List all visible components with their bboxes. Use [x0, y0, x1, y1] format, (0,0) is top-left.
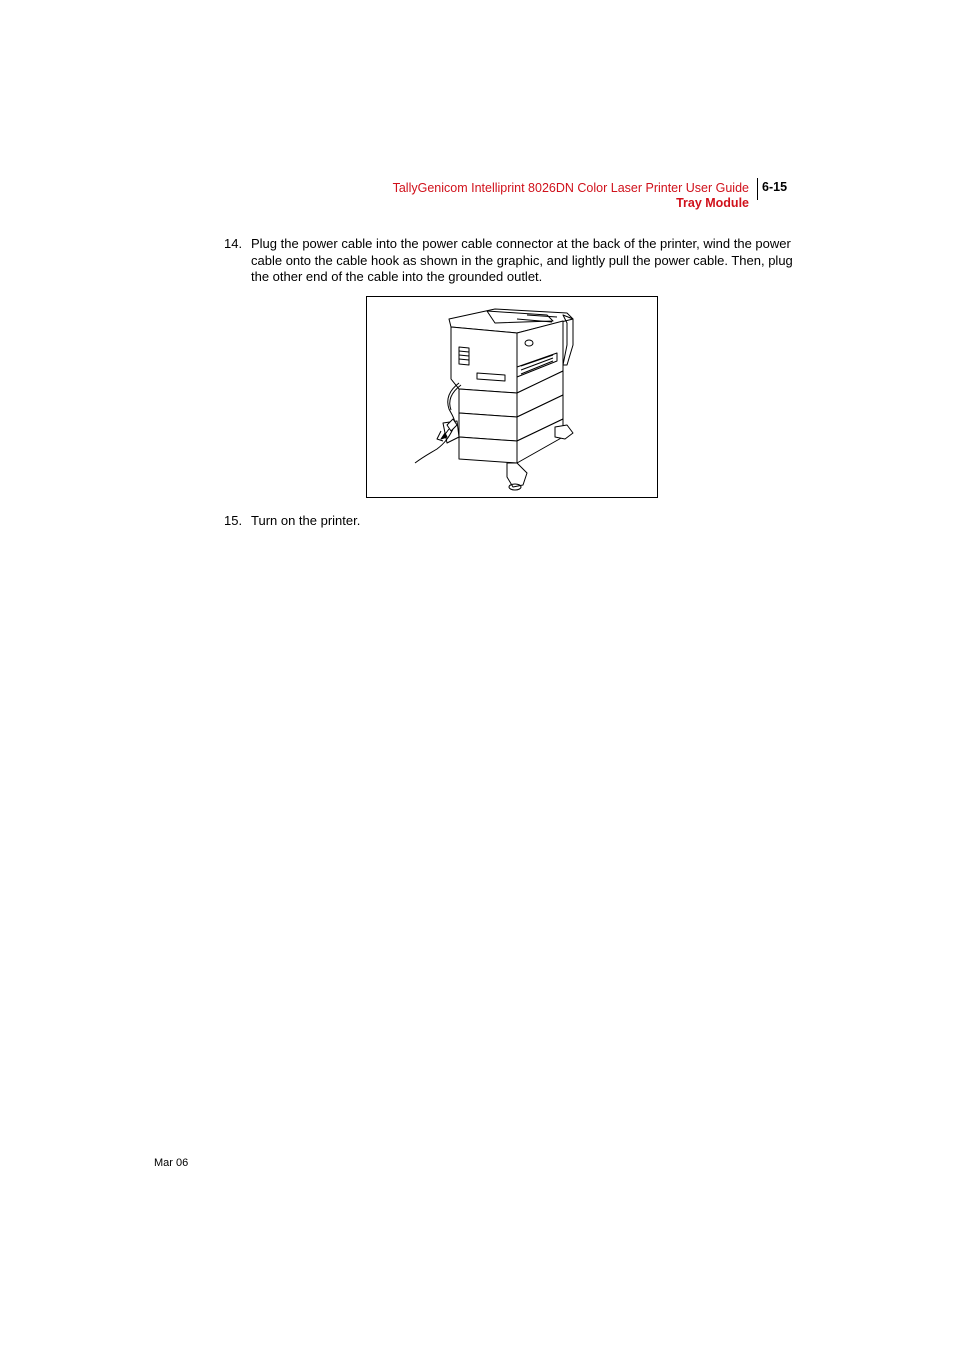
- step-14: [224, 236, 814, 286]
- page-number: 6-15: [762, 180, 788, 194]
- section-title: Tray Module: [676, 196, 749, 210]
- footer-date: Mar 06: [154, 1157, 189, 1169]
- step-text: Plug the power cable into the power cable connector at the back of the printer, wind the power cable onto the cable hook as shown in the graphic, and lightly pull the power cable. Then, plug the other end of the cable into the grounded outlet.: [251, 236, 793, 284]
- step-number: 14.: [224, 236, 243, 251]
- header-divider: [757, 178, 758, 200]
- step-15: [224, 513, 814, 530]
- printer-illustration: [366, 296, 658, 498]
- guide-title: TallyGenicom Intelliprint 8026DN Color Laser Printer User Guide: [392, 181, 749, 195]
- step-text: Turn on the printer.: [251, 513, 361, 528]
- step-number: 15.: [224, 513, 243, 528]
- page-header: [300, 180, 790, 210]
- printer-with-tray-modules-drawing: [367, 297, 657, 497]
